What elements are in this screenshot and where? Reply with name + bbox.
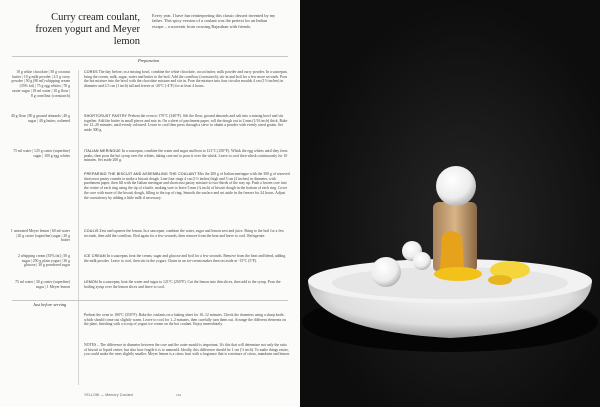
dessert-illustration xyxy=(300,0,600,407)
recipe-title: Curry cream coulant, frozen yogurt and Meyer lemon xyxy=(35,12,140,47)
step-text: In a saucepan, heat the water and sugar to 121°C (250°F). Cut the lemon into thin slices, then add to the syrup. Pour the boiling syrup over the lemon slices and leave to cool. xyxy=(84,280,281,289)
step-pastry xyxy=(84,114,290,133)
step-label: CORES xyxy=(84,70,98,74)
step-label: ITALIAN MERINGUE xyxy=(84,149,121,153)
ingredients-pastry: 40 g flour | 80 g ground almonds | 40 g sugar | 40 g butter, softened xyxy=(10,114,70,123)
step-text: Mix the 200 g of Italian meringue with the 300 g of reserved shortcrust pastry crumbs to make a biscuit dough. Line four rings 4 cm (1½ inches) high and 5 cm (2 inches) in diameter, with parchment paper, then fill with the Italian meringue and shortcrust pastry mixture to two-thirds of the way up. Push a frozen core into the centre of each ring using the tip of a knife, making sure to leave 5 mm (¼ inch) of biscuit dough in the bottom of each ring. Cover the core with more of the biscuit dough, filling to the top of ring. Smooth the surface and set aside in the freezer for 24 hours. Adjust the consistency by adding a little milk if necessary. xyxy=(84,172,290,200)
recipe-intro: Every year, I have fun reinterpreting this classic dessert invented by my father. This spicy version of a coulant was the pretext for an Indian escape – a souvenir from crossing Rajasthan with friends. xyxy=(152,13,276,29)
step-lemon xyxy=(84,280,290,289)
step-cores xyxy=(84,70,290,89)
ingredients-lemon: 75 ml water | 30 g caster (superfine) sugar | 1 Meyer lemon xyxy=(15,280,70,289)
step-label: SHORTCRUST PASTRY xyxy=(84,114,128,118)
step-label: PREPARING THE BISCUIT AND ASSEMBLING THE COULANT xyxy=(84,172,197,176)
step-label: COULIS xyxy=(84,229,99,233)
step-text: In a saucepan, heat the cream, sugar and glucose and boil for a few seconds. Remove from the heat and blend, adding the milk powder. Leave to cool, then stir in the yogurt. Churn in an ice-cream maker then set aside at -15°C (5°F). xyxy=(84,254,286,263)
column-divider xyxy=(78,70,79,385)
ingredients-cores: 10 g white chocolate | 50 g coconut butter | 10 g milk powder | 2.5 g curry powder | 50 g (80 ml) whipping cream (35% fat) | 75 g egg whites | 70 g caster sugar | 18 ml water | 10 g flour | 8 g cornflour (cornstarch) xyxy=(11,70,70,98)
ingredients-ice-cream: 2 whipping cream (35% fat) | 50 g sugar | 250 g plain yogurt | 30 g glucose | 30 g powdered sugar xyxy=(17,254,70,268)
step-assembly xyxy=(84,172,290,200)
page-number: 161 xyxy=(176,393,182,397)
yogurt-scoop xyxy=(436,166,476,206)
yogurt-ball xyxy=(371,257,401,287)
step-text: Zest and squeeze the lemon. In a saucepan, combine the water, sugar and lemon zest and juice. Bring to the boil for a few seconds, then add the cornflour. Boil again for a few seconds, then remove from the heat and leave to cool. Refrigerate. xyxy=(84,229,285,238)
serving-text: Preheat the oven to 180°C (350°F). Bake the coulants on a baking sheet for 10–12 minutes. Check the doneness using a sharp knife, which should come out slightly warm. Leave to cool for 1–2 minutes, then carefully turn them out. Arrange the different elements on the plate, finishing with a scoop of yogurt ice cream on the hot coulant. Enjoy immediately. xyxy=(84,313,286,327)
ingredients-meringue: 75 ml water | 125 g caster (superfine) sugar | 100 g egg whites xyxy=(13,149,70,158)
divider xyxy=(12,56,288,57)
step-text: The day before, in a mixing bowl, combine the white chocolate, cocoa butter, milk powder and curry powder. In a saucepan, bring the cream, milk, sugar, water and butter to the boil. Add the cornflour (cornstarch), stir in and boil for a few more seconds. Pour the hot mixture into the bowl with the chocolate mixture and stir in. Pour the mixture into four circular moulds 4 cm (1½ inches) in diameter and 2.5 cm (1 inch) tall and freeze at -20°C (-4°F) for at least 4 hours. xyxy=(84,70,288,89)
step-label: ICE CREAM xyxy=(84,254,106,258)
step-text: Preheat the oven to 170°C (340°F). Sift the flour, ground almonds and salt into a mixing bowl and stir together. Add the butter in small pieces and mix in. On a sheet of parchment paper, roll the dough out to 2 mm (1/16 inch) thick. Bake for 12–20 minutes, until evenly coloured. Leave to cool then press through a sieve to obtain a powder with evenly sized grains. Set aside 300 g. xyxy=(84,114,288,133)
step-meringue xyxy=(84,149,290,163)
ingredients-coulis: 1 untreated Meyer lemon | 60 ml water | 20 g caster (superfine) sugar | 20 g butter xyxy=(10,229,70,243)
step-coulis xyxy=(84,229,290,238)
dessert-photo xyxy=(300,0,600,407)
page-footer: YELLOW — Memory Coulant xyxy=(84,393,133,397)
lemon-slice xyxy=(488,275,512,285)
notes-text: NOTES – The difference in diameter between the core and the outer mould is important. It's this that will determine not only the ratio of biscuit to liquid centre, but also how fragile it is to unmould. Ideally, this difference should be 1 cm (½ inch). To make things easier, you could make the ones slightly smaller. Meyer lemon is a citrus fruit with a fragrance that is a mixture of citrus, mandarin and lemon. xyxy=(84,343,290,357)
preparation-heading: Preparation xyxy=(138,58,160,63)
yogurt-ball xyxy=(413,252,431,270)
step-label: LEMON xyxy=(84,280,98,284)
curry-sauce xyxy=(434,267,482,281)
divider xyxy=(12,300,288,301)
step-ice-cream xyxy=(84,254,290,263)
step-text: In a saucepan, combine the water and sugar and heat to 121°C (250°F). Whisk the egg whites until they form peaks, then pour the hot syrup over the whites, taking care not to pour it over the whisk. Leave to cool then whisk continuously for 10 minutes. Set aside 200 g. xyxy=(84,149,288,163)
serving-heading: Just before serving xyxy=(33,302,67,307)
